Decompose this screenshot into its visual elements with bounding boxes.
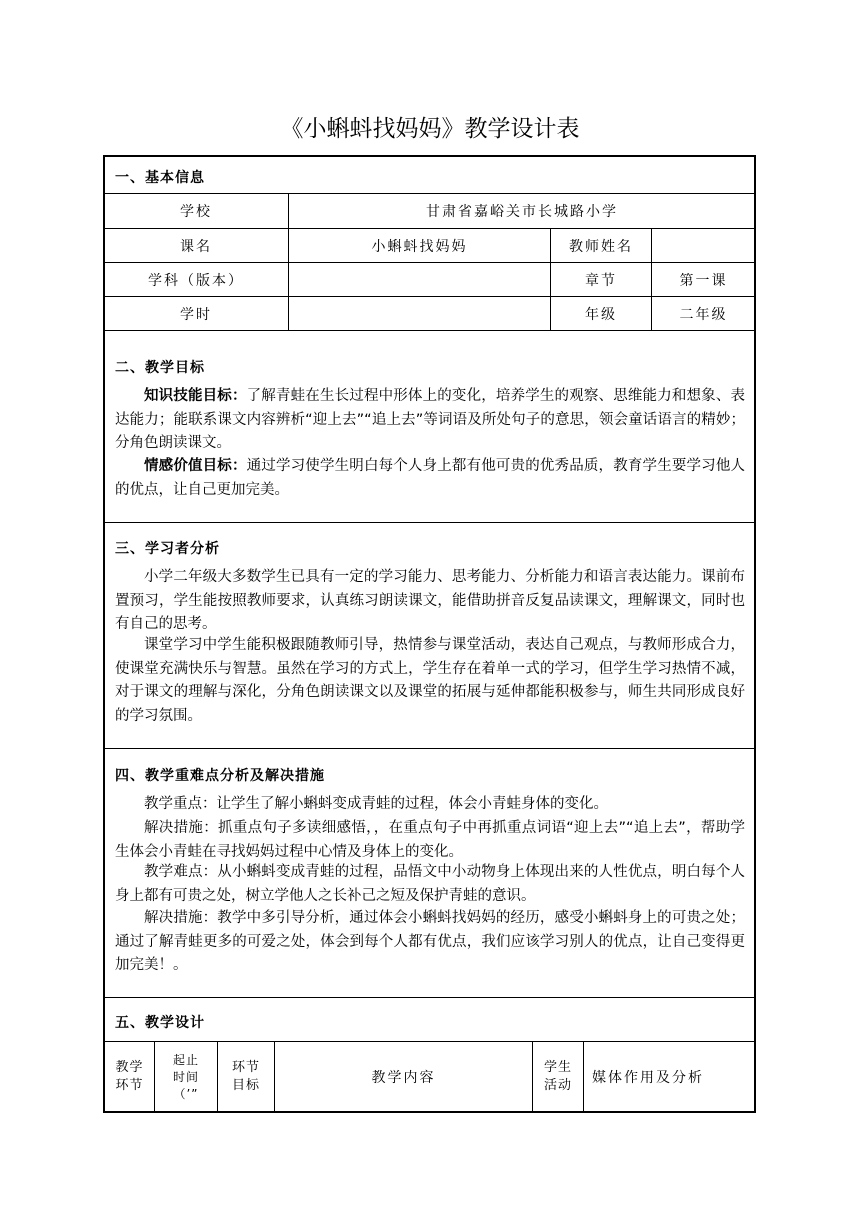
subject-label: 学科（版本） xyxy=(148,272,244,289)
chapter-label: 章节 xyxy=(585,272,617,289)
objective-knowledge xyxy=(115,385,745,456)
header-time xyxy=(155,1042,217,1112)
teacher-value xyxy=(652,229,755,262)
grade-value: 二年级 xyxy=(679,306,728,323)
objective-emotion xyxy=(115,455,745,502)
learner-analysis-paragraph: 课堂学习中学生能积极跟随教师引导，热情参与课堂活动，表达自己观点，与教师形成合力，使课堂充满快乐与智慧。虽然在学习的方式上，学生存在着单一式的学习，但学生学习热情不减，对于课文的理解与深化，分角色朗读课文以及课堂的拓展与延伸都能积极参与，师生共同形成良好的学习氛围。 xyxy=(115,637,745,724)
header-media: 媒体作用及分析 xyxy=(592,1070,704,1086)
objective-emotion-label: 情感价值目标： xyxy=(144,458,247,474)
key-point-measure-paragraph: 解决措施：抓重点句子多读细感悟，，在重点句子中再抓重点词语“迎上去”“追上去”，帮助学生体会小青蛙在寻找妈妈过程中心情及身体上的变化。 xyxy=(115,820,745,860)
header-student-activity xyxy=(533,1042,583,1112)
header-time-text: 起止时间（’” xyxy=(172,1052,199,1101)
section-heading-basic-info: 一、基本信息 xyxy=(115,170,205,186)
section-heading-learner-analysis: 三、学习者分析 xyxy=(115,541,220,557)
header-teaching-stage-text: 教学环节 xyxy=(115,1060,144,1093)
school-label: 学校 xyxy=(180,204,212,220)
course-value: 小蝌蚪找妈妈 xyxy=(371,238,468,255)
section-heading-key-points: 四、教学重难点分析及解决措施 xyxy=(115,768,325,784)
school-value: 甘肃省嘉峪关市长城路小学 xyxy=(426,204,618,220)
section-heading-design: 五、教学设计 xyxy=(115,1015,205,1031)
difficulty-paragraph: 教学难点：从小蝌蚪变成青蛙的过程，品悟文中小动物身上体现出来的人性优点，明白每个人身上都有可贵之处，树立学他人之长补己之短及保护青蛙的意识。 xyxy=(115,864,745,904)
hours-label: 学时 xyxy=(180,306,212,323)
row-divider xyxy=(103,522,756,523)
header-content: 教学内容 xyxy=(371,1070,436,1086)
teacher-label: 教师姓名 xyxy=(569,238,633,255)
header-stage-goal xyxy=(218,1042,274,1112)
page-title: 《小蝌蚪找妈妈》教学设计表 xyxy=(280,116,580,142)
header-student-activity-text: 学生活动 xyxy=(543,1060,572,1093)
difficulty-measure-paragraph: 解决措施：教学中多引导分析，通过体会小蝌蚪找妈妈的经历，感受小蝌蚪身上的可贵之处；通过了解青蛙更多的可爱之处，体会到每个人都有优点，我们应该学习别人的优点，让自己变得更加完美！。 xyxy=(115,910,745,973)
course-label: 课名 xyxy=(180,238,212,255)
chapter-value: 第一课 xyxy=(679,272,728,289)
hours-value xyxy=(289,297,550,330)
header-stage-goal-text: 环节目标 xyxy=(231,1060,260,1093)
grade-label: 年级 xyxy=(585,306,617,323)
objective-emotion-text: 通过学习使学生明白每个人身上都有他可贵的优秀品质，教育学生要学习他人的优点，让自己更加完美。 xyxy=(115,458,746,498)
objective-knowledge-label: 知识技能目标： xyxy=(144,388,247,404)
objective-knowledge-text: 了解青蛙在生长过程中形体上的变化，培养学生的观察、思维能力和想象、表达能力；能联系课文内容辨析“迎上去”“追上去”等词语及所处句子的意思，领会童话语言的精妙；分角色朗读课文。 xyxy=(115,388,746,451)
row-divider xyxy=(103,748,756,749)
learner-analysis-paragraph: 小学二年级大多数学生已具有一定的学习能力、思考能力、分析能力和语言表达能力。课前布置预习，学生能按照教师要求，认真练习朗读课文，能借助拼音反复品读课文，理解课文，同时也有自己的思考。 xyxy=(115,569,745,632)
row-divider xyxy=(103,330,756,331)
key-point-paragraph: 教学重点：让学生了解小蝌蚪变成青蛙的过程，体会小青蛙身体的变化。 xyxy=(144,796,608,812)
header-teaching-stage xyxy=(105,1042,154,1112)
row-divider xyxy=(103,997,756,998)
subject-value xyxy=(289,263,550,296)
section-heading-objectives: 二、教学目标 xyxy=(115,360,205,376)
